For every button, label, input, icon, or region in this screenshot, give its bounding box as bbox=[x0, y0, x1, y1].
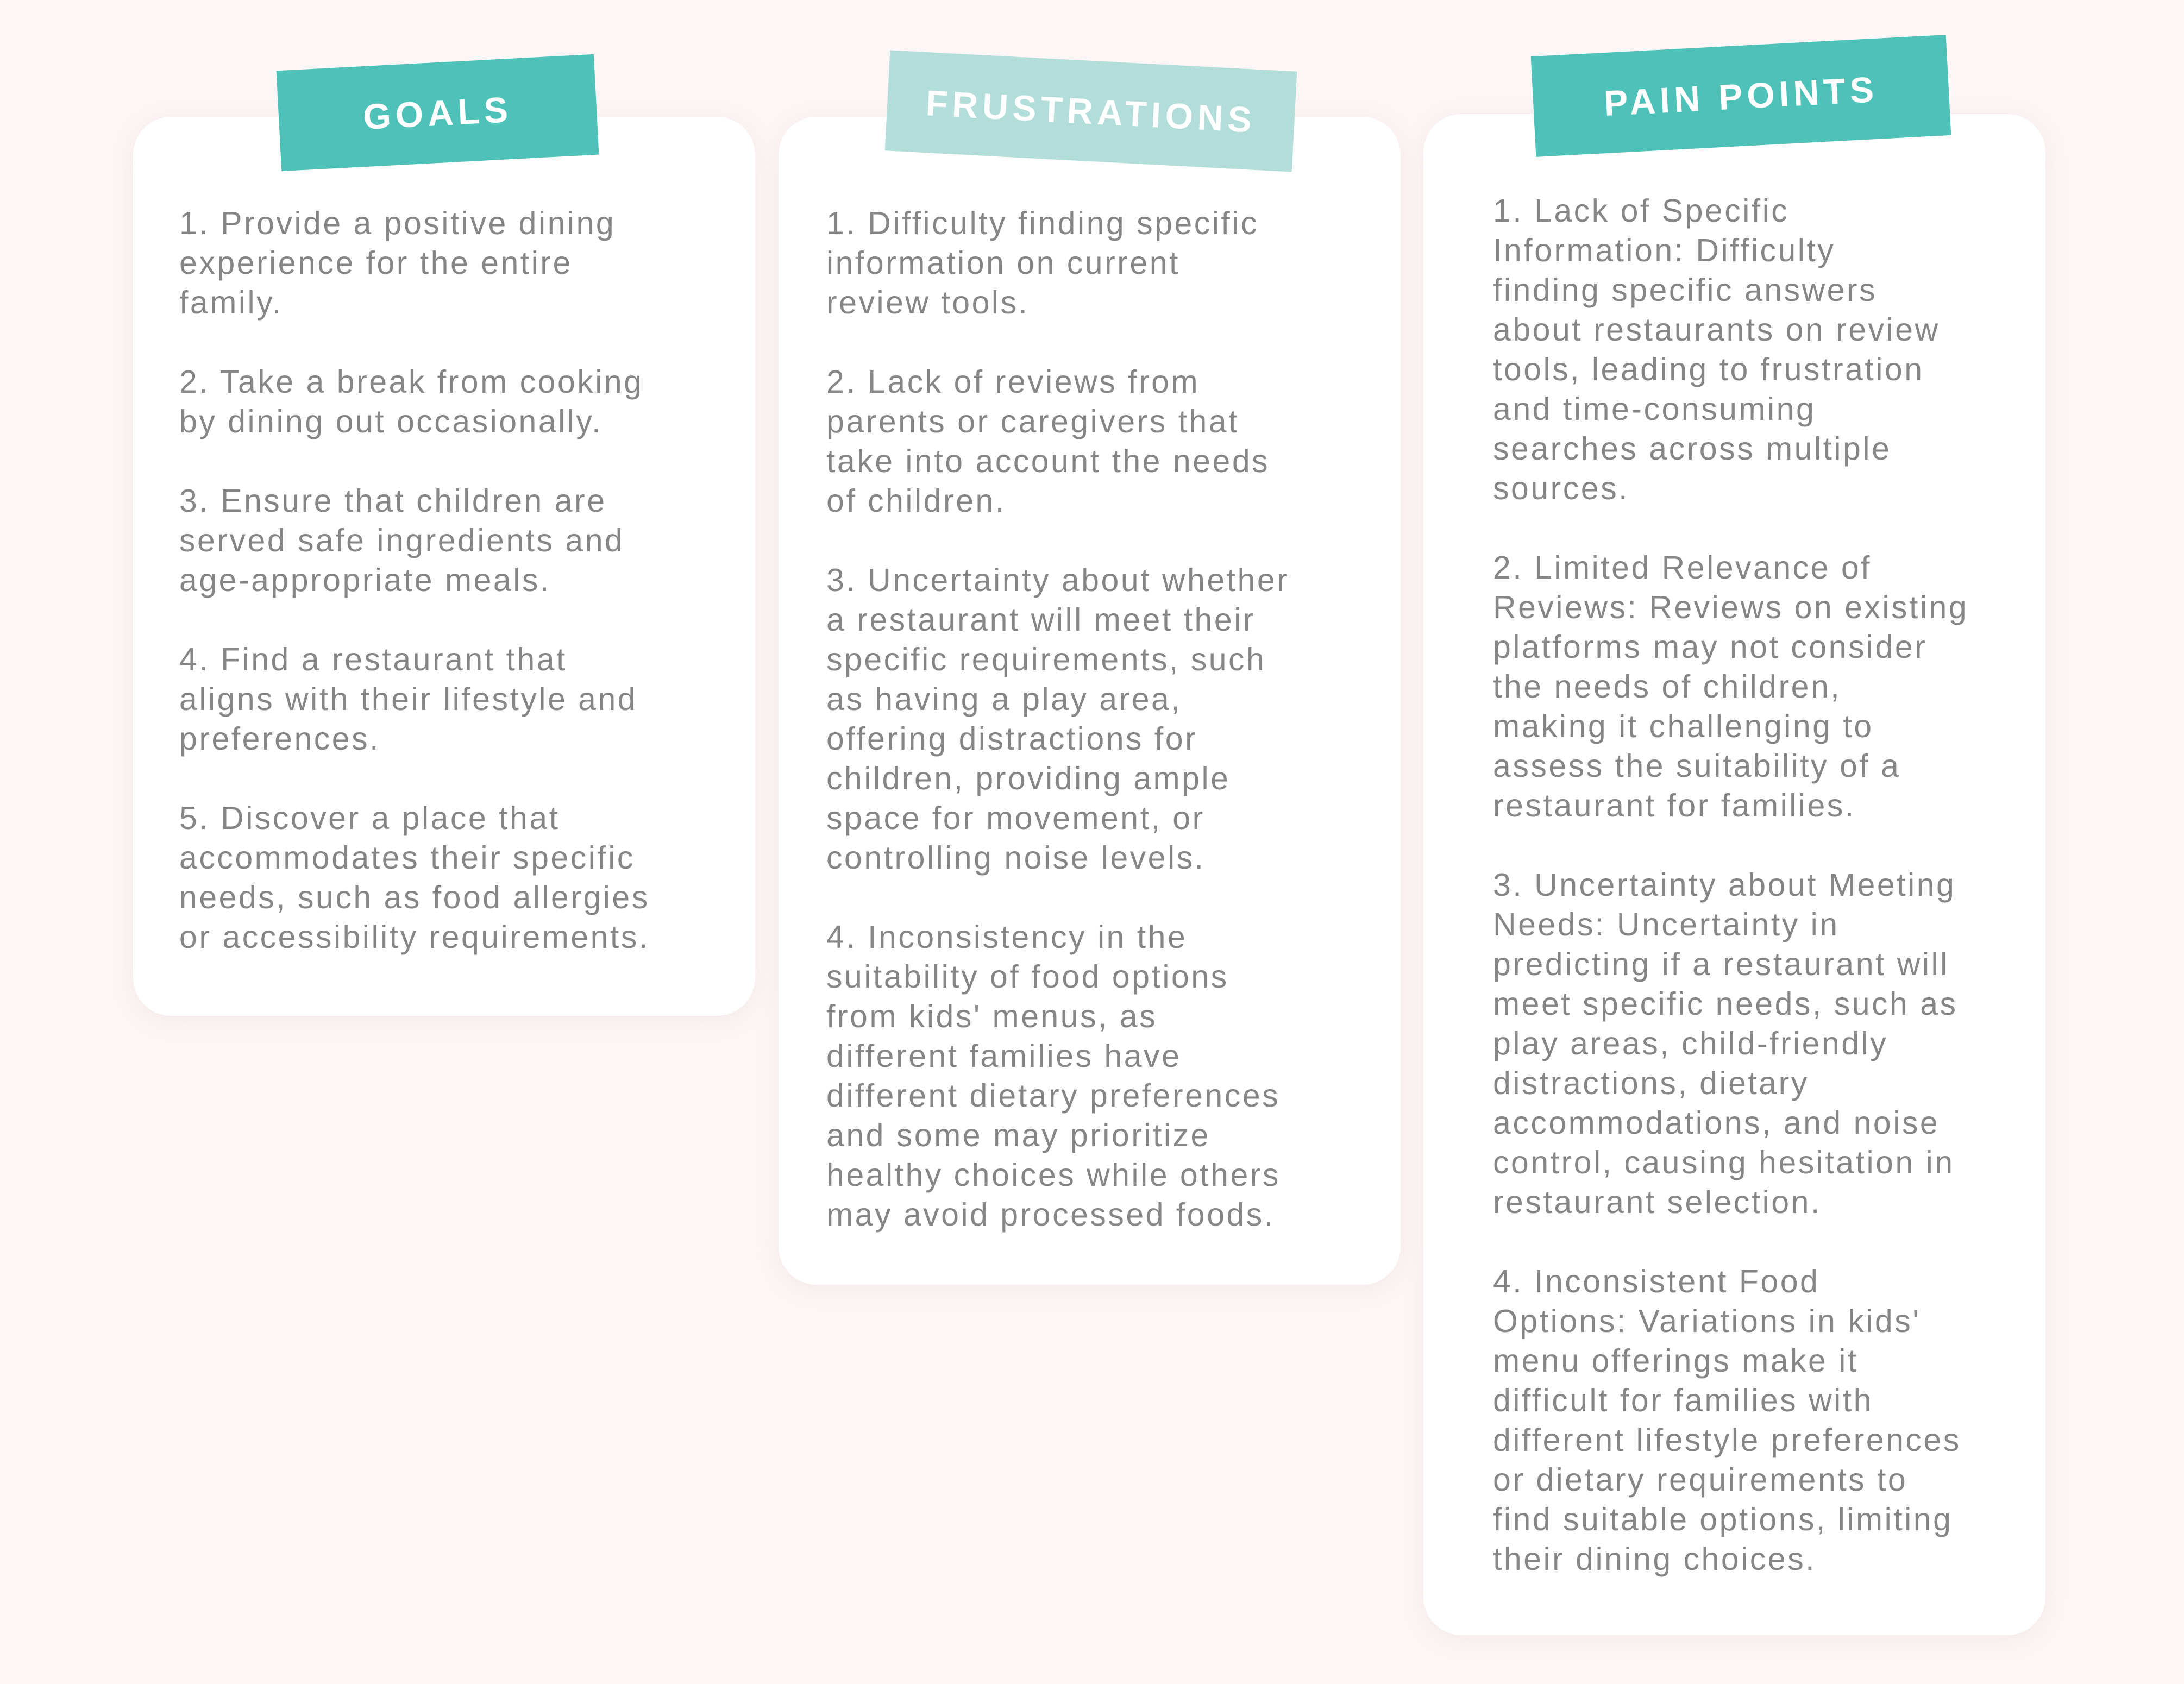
pain-point-item: 4. Inconsistent Food Options: Variations in kids' menu offerings make it difficult for families with different lifestyle preferences or dietary requirements to find suitable options, limiting their dining choices. bbox=[1493, 1264, 1961, 1577]
pain-point-item: 3. Uncertainty about Meeting Needs: Uncertainty in predicting if a restaurant will meet specific needs, such as play areas, child-friendly distractions, dietary accommodations, and noise control, causing hesitation in restaurant selection. bbox=[1493, 867, 1958, 1220]
frustrations-title-tag: FRUSTRATIONS bbox=[885, 51, 1297, 172]
frustration-item: 1. Difficulty finding specific information on current review tools. bbox=[826, 205, 1259, 321]
goal-item: 4. Find a restaurant that aligns with their lifestyle and preferences. bbox=[179, 642, 638, 757]
pain-point-item: 1. Lack of Specific Information: Difficulty finding specific answers about restaurants on review tools, leading to frustration and time-consuming searches across multiple sources. bbox=[1493, 193, 1940, 506]
frustration-item: 4. Inconsistency in the suitability of food options from kids' menus, as different families have different dietary preferences and some may prioritize healthy choices while others may avoid processed foods. bbox=[826, 919, 1281, 1233]
goal-item: 2. Take a break from cooking by dining out occasionally. bbox=[179, 364, 644, 439]
pain-points-card bbox=[1423, 114, 2045, 1635]
goals-card bbox=[133, 117, 755, 1016]
pain-point-item: 2. Limited Relevance of Reviews: Reviews on existing platforms may not consider the needs of children, making it challenging to assess the suitability of a restaurant for families. bbox=[1493, 550, 1969, 824]
frustrations-card bbox=[779, 117, 1401, 1285]
goal-item: 5. Discover a place that accommodates their specific needs, such as food allergies or accessibility requirements. bbox=[179, 800, 650, 955]
goal-item: 3. Ensure that children are served safe ingredients and age-appropriate meals. bbox=[179, 483, 625, 598]
pain-points-title-tag: PAIN POINTS bbox=[1531, 35, 1951, 157]
goal-item: 1. Provide a positive dining experience for the entire family. bbox=[179, 205, 616, 321]
frustration-item: 2. Lack of reviews from parents or caregivers that take into account the needs of children. bbox=[826, 364, 1270, 519]
goals-title-tag: GOALS bbox=[277, 54, 599, 171]
frustration-item: 3. Uncertainty about whether a restaurant will meet their specific requirements, such as having a play area, offering distractions for children, providing ample space for movement, or controlling noise levels. bbox=[826, 562, 1290, 876]
